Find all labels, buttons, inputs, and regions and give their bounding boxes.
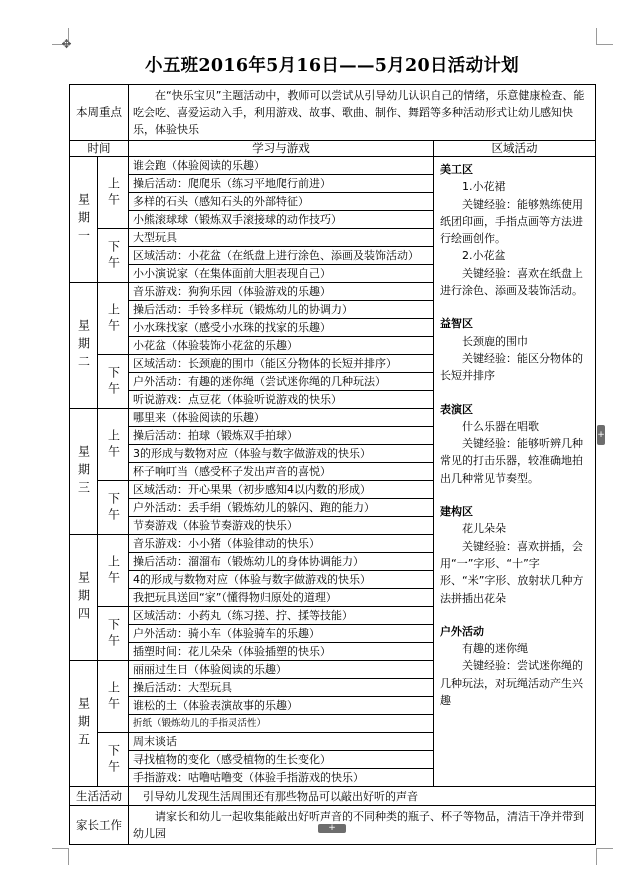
area-name: 益智区 [440, 317, 473, 331]
area-line: 关键经验：喜欢拼插，会用“一”字形、“十”字形、“米”字形、放射状几种方法拼插出花朵 [440, 539, 584, 605]
am-text: 上午 [106, 428, 121, 461]
activity-item: 小熊滚球球（锻炼双手滚接球的动作技巧） [129, 211, 434, 229]
activity-item: 户外活动：骑小车（体验骑车的乐趣） [129, 625, 434, 643]
area-line: 花儿朵朵 [462, 522, 506, 536]
day-label [70, 157, 98, 283]
day-label [70, 409, 98, 535]
area-spacer [440, 299, 589, 315]
activity-item: 小花盆（体验装饰小花盆的乐趣） [129, 337, 434, 355]
pm-label [98, 229, 129, 283]
activity-item: 丽丽过生日（体验阅读的乐趣） [129, 661, 434, 679]
pm-label [98, 355, 129, 409]
pm-label [98, 607, 129, 661]
pm-text: 下午 [106, 491, 121, 524]
parent-work-text: 请家长和幼儿一起收集能敲出好听声音的不同种类的瓶子、杯子等物品，清洁干净并带到幼儿园 [129, 806, 596, 845]
area-name: 表演区 [440, 402, 473, 416]
activity-item: 区域活动：小药丸（练习搓、拧、揉等技能） [129, 607, 434, 625]
area-line: 关键经验：能区分物体的长短并排序 [440, 351, 583, 383]
activity-item: 哪里来（体验阅读的乐趣） [129, 409, 434, 427]
pm-text: 下午 [106, 365, 121, 398]
activity-item: 区域活动：开心果果（初步感知4以内数的形成） [129, 481, 434, 499]
expand-bottom-icon[interactable]: + [318, 824, 346, 833]
parent-work-row [70, 806, 596, 845]
activity-item: 区域活动：小花盆（在纸盘上进行涂色、添画及装饰活动） [129, 247, 434, 265]
activity-item: 音乐游戏：狗狗乐园（体验游戏的乐趣） [129, 283, 434, 301]
activity-item: 3的形成与数物对应（体验与数字做游戏的快乐） [129, 445, 434, 463]
activity-item: 操后活动：溜溜布（锻炼幼儿的身体协调能力） [129, 553, 434, 571]
expand-side-icon[interactable]: + [597, 425, 605, 445]
area-line: 2.小花盆 [462, 249, 506, 263]
weekly-focus-row [70, 85, 596, 141]
am-label [98, 535, 129, 607]
crop-mark-bottom-right [596, 848, 613, 865]
am-text: 上午 [106, 176, 121, 209]
activity-item: 折纸（锻炼幼儿的手指灵活性） [129, 715, 434, 733]
parent-work-label: 家长工作 [70, 806, 129, 845]
area-name: 户外活动 [440, 624, 484, 638]
activity-item: 小小演说家（在集体面前大胆表现自己） [129, 265, 434, 283]
life-row [70, 787, 596, 806]
pm-text: 下午 [106, 239, 121, 272]
activity-plan-table [69, 84, 596, 845]
day-text: 星期四 [76, 570, 91, 625]
day-text: 星期二 [76, 318, 91, 373]
am-label [98, 157, 129, 229]
crop-mark-top-right [596, 28, 613, 45]
area-line: 有趣的迷你绳 [462, 642, 528, 656]
table-move-handle-icon[interactable]: ✥ [61, 37, 72, 51]
area-line: 关键经验：喜欢在纸盘上进行涂色、添画及装饰活动。 [440, 266, 583, 298]
activity-item: 小水珠找家（感受小水珠的找家的乐趣） [129, 319, 434, 337]
activity-item: 4的形成与数物对应（体验与数字做游戏的快乐） [129, 571, 434, 589]
am-label [98, 283, 129, 355]
activity-item: 大型玩具 [129, 229, 434, 247]
life-text: 引导幼儿发现生活周围还有那些物品可以敲出好听的声音 [129, 787, 596, 806]
day-label [70, 535, 98, 661]
am-text: 上午 [106, 302, 121, 335]
area-spacer [440, 385, 589, 401]
activity-item: 多样的石头（感知石头的外部特征） [129, 193, 434, 211]
activity-item: 区域活动：长颈鹿的围巾（能区分物体的长短并排序） [129, 355, 434, 373]
activity-item: 操后活动：拍球（锻炼双手拍球） [129, 427, 434, 445]
day-label [70, 283, 98, 409]
area-line: 关键经验：能够熟练使用纸团印画，手指点画等方法进行绘画创作。 [440, 197, 583, 246]
life-label: 生活活动 [70, 787, 129, 806]
am-label [98, 409, 129, 481]
activity-item: 音乐游戏：小小猪（体验律动的快乐） [129, 535, 434, 553]
area-spacer [440, 487, 589, 503]
activity-item: 操后活动：大型玩具 [129, 679, 434, 697]
area-line: 1.小花裙 [462, 180, 506, 194]
am-label [98, 661, 129, 733]
activity-item: 杯子响叮当（感受杯子发出声音的喜悦） [129, 463, 434, 481]
day-text: 星期一 [76, 192, 91, 247]
activity-item: 户外活动：有趣的迷你绳（尝试迷你绳的几种玩法） [129, 373, 434, 391]
activity-item: 周末谈话 [129, 733, 434, 751]
day-text: 星期三 [76, 444, 91, 499]
pm-text: 下午 [106, 617, 121, 650]
header-row [70, 141, 596, 157]
activity-item: 节奏游戏（体验节奏游戏的快乐） [129, 517, 434, 535]
header-area: 区域活动 [434, 141, 596, 157]
activity-item: 听说游戏：点豆花（体验听说游戏的快乐） [129, 391, 434, 409]
day-text: 星期五 [76, 696, 91, 751]
activity-item: 谁松的土（体验表演故事的乐趣） [129, 697, 434, 715]
area-line: 什么乐器在唱歌 [462, 419, 539, 433]
activity-item: 谁会跑（体验阅读的乐趣） [129, 157, 434, 175]
day-label [70, 661, 98, 787]
weekly-focus-label: 本周重点 [70, 85, 129, 141]
am-text: 上午 [106, 680, 121, 713]
header-time: 时间 [70, 141, 129, 157]
page-title: 小五班2016年5月16日——5月20日活动计划 [145, 56, 519, 76]
activity-item: 寻找植物的变化（感受植物的生长变化） [129, 751, 434, 769]
activity-row [70, 157, 596, 175]
area-line: 关键经验：尝试迷你绳的几种玩法，对玩绳活动产生兴趣 [440, 659, 583, 708]
activity-item: 操后活动：爬爬乐（练习平地爬行前进） [129, 175, 434, 193]
activity-item: 操后活动：手铃多样玩（锻炼幼儿的协调力） [129, 301, 434, 319]
activity-item: 插塑时间：花儿朵朵（体验插塑的快乐） [129, 643, 434, 661]
weekly-focus-text: 在“快乐宝贝”主题活动中，教师可以尝试从引导幼儿认识自己的情绪，乐意健康检查、能吃会吃、喜爱运动入手，利用游戏、故事、歌曲、制作、舞蹈等多种活动形式让幼儿感知快乐，体验快乐 [129, 85, 596, 141]
pm-label [98, 481, 129, 535]
crop-mark-bottom-left [52, 848, 69, 865]
am-text: 上午 [106, 554, 121, 587]
area-activities [434, 157, 596, 787]
pm-text: 下午 [106, 743, 121, 776]
header-learning: 学习与游戏 [129, 141, 434, 157]
pm-label [98, 733, 129, 787]
activity-item: 户外活动：丢手绢（锻炼幼儿的躲闪、跑的能力） [129, 499, 434, 517]
area-name: 建构区 [440, 505, 473, 519]
area-name: 美工区 [440, 163, 473, 176]
area-line: 长颈鹿的围巾 [462, 334, 528, 348]
activity-item: 手指游戏：咕噜咕噜变（体验手指游戏的快乐） [129, 769, 434, 787]
area-line: 关键经验：能够听辨几种常见的打击乐器，较准确地拍出几种常见节奏型。 [440, 437, 583, 485]
area-spacer [440, 607, 589, 623]
activity-item: 我把玩具送回“家”（懂得物归原处的道理） [129, 589, 434, 607]
